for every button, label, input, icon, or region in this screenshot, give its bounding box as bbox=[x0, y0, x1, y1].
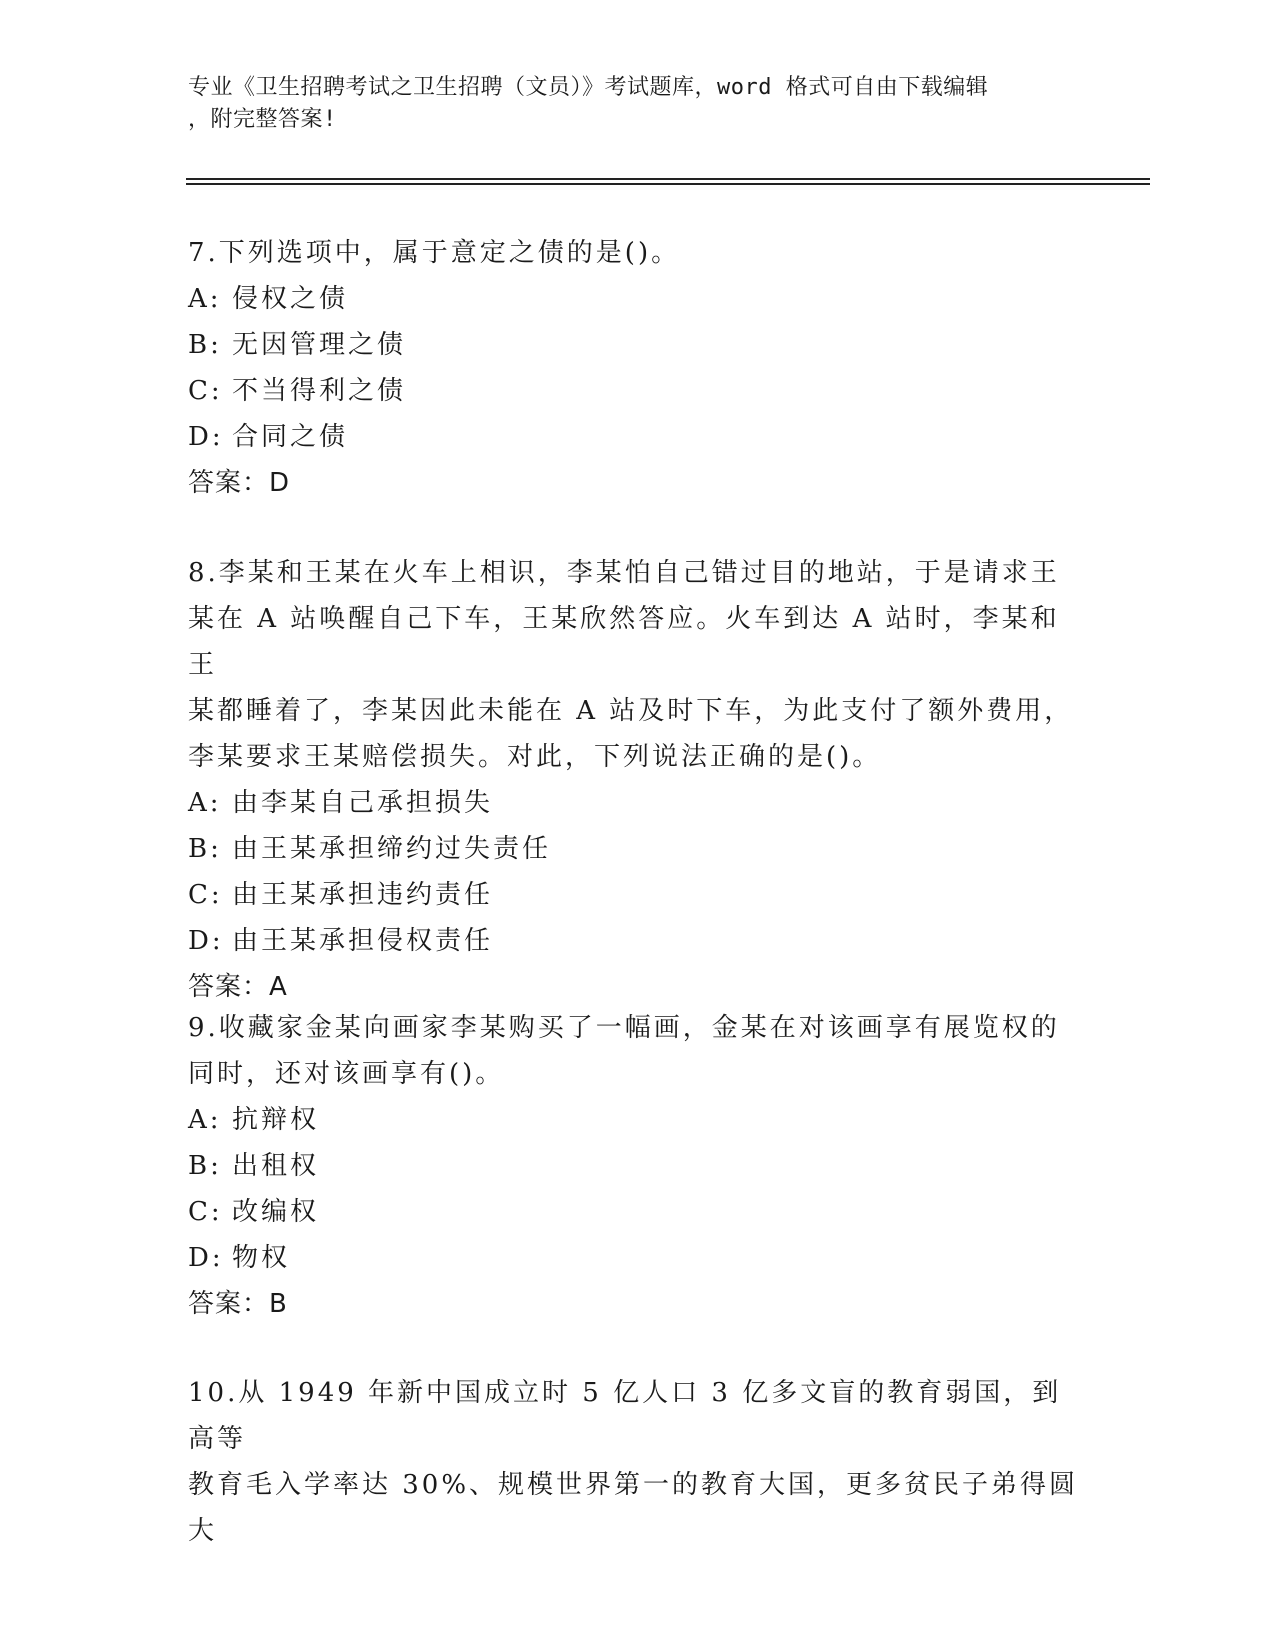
option-letter: A: bbox=[188, 1105, 222, 1135]
option-letter: B: bbox=[188, 330, 222, 360]
question-stem-line-2: 同时，还对该画享有()。 bbox=[188, 1059, 505, 1089]
question-8 bbox=[188, 550, 1088, 1010]
answer-line: 答案：B bbox=[188, 1289, 288, 1319]
option-letter: D: bbox=[188, 422, 224, 452]
question-stem-line-3: 某都睡着了，李某因此未能在 A 站及时下车，为此支付了额外费用， bbox=[188, 696, 1074, 726]
option-d bbox=[188, 1235, 1088, 1281]
option-text: 物权 bbox=[232, 1243, 291, 1273]
option-c bbox=[188, 872, 1088, 918]
option-c bbox=[188, 368, 1088, 414]
answer-line: 答案：A bbox=[188, 972, 288, 1002]
header-divider-bottom bbox=[186, 183, 1150, 185]
option-text: 改编权 bbox=[232, 1197, 320, 1227]
option-letter: A: bbox=[188, 284, 222, 314]
option-letter: D: bbox=[188, 1243, 224, 1273]
option-a bbox=[188, 780, 1088, 826]
option-letter: B: bbox=[188, 834, 222, 864]
question-stem-line-1: 8.李某和王某在火车上相识，李某怕自己错过目的地站，于是请求王 bbox=[188, 558, 1060, 588]
option-text: 无因管理之债 bbox=[232, 330, 407, 360]
option-b bbox=[188, 322, 1088, 368]
option-text: 侵权之债 bbox=[232, 284, 349, 314]
option-b bbox=[188, 826, 1088, 872]
option-letter: C: bbox=[188, 880, 223, 910]
question-stem: 7.下列选项中，属于意定之债的是()。 bbox=[188, 238, 681, 268]
option-d bbox=[188, 414, 1088, 460]
option-letter: A: bbox=[188, 788, 222, 818]
option-letter: C: bbox=[188, 376, 223, 406]
option-letter: D: bbox=[188, 926, 224, 956]
question-stem-line-1: 10.从 1949 年新中国成立时 5 亿人口 3 亿多文盲的教育弱国，到高等 bbox=[188, 1378, 1062, 1454]
option-letter: B: bbox=[188, 1151, 222, 1181]
option-text: 不当得利之债 bbox=[232, 376, 407, 406]
option-text: 由王某承担缔约过失责任 bbox=[232, 834, 552, 864]
option-letter: C: bbox=[188, 1197, 223, 1227]
option-c bbox=[188, 1189, 1088, 1235]
header-line-1: 专业《卫生招聘考试之卫生招聘（文员）》考试题库，word 格式可自由下载编辑 bbox=[188, 75, 989, 100]
option-b bbox=[188, 1143, 1088, 1189]
option-text: 由王某承担违约责任 bbox=[232, 880, 494, 910]
option-text: 由李某自己承担损失 bbox=[232, 788, 494, 818]
question-stem-line-4: 李某要求王某赔偿损失。对此，下列说法正确的是()。 bbox=[188, 742, 882, 772]
option-text: 合同之债 bbox=[232, 422, 349, 452]
question-9 bbox=[188, 1005, 1088, 1327]
question-stem-line-2: 教育毛入学率达 30%、规模世界第一的教育大国，更多贫民子弟得圆大 bbox=[188, 1470, 1079, 1546]
header-divider-top bbox=[186, 178, 1150, 180]
question-stem-line-2: 某在 A 站唤醒自己下车，王某欣然答应。火车到达 A 站时，李某和王 bbox=[188, 604, 1060, 680]
header-line-2: ，附完整答案! bbox=[188, 107, 337, 132]
option-text: 出租权 bbox=[232, 1151, 320, 1181]
question-stem-line-1: 9.收藏家金某向画家李某购买了一幅画，金某在对该画享有展览权的 bbox=[188, 1013, 1060, 1043]
answer-line: 答案：D bbox=[188, 468, 291, 498]
option-a bbox=[188, 276, 1088, 322]
option-a bbox=[188, 1097, 1088, 1143]
option-d bbox=[188, 918, 1088, 964]
option-text: 由王某承担侵权责任 bbox=[232, 926, 494, 956]
option-text: 抗辩权 bbox=[232, 1105, 320, 1135]
question-10 bbox=[188, 1370, 1088, 1554]
question-7 bbox=[188, 230, 1088, 506]
document-header bbox=[188, 72, 1088, 136]
